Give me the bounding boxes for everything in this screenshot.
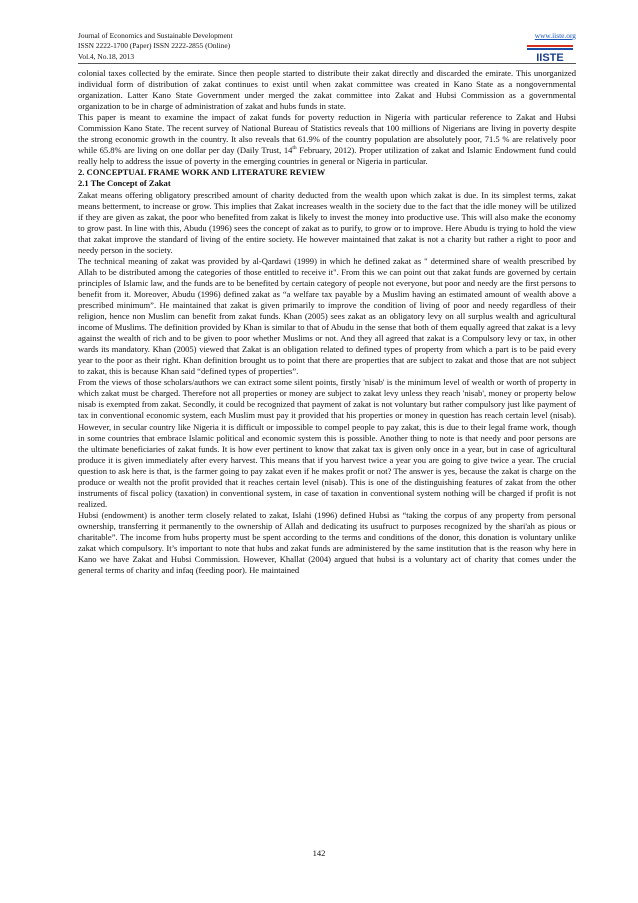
section-heading: 2. CONCEPTUAL FRAME WORK AND LITERATURE REVIEW — [78, 167, 326, 178]
journal-header — [78, 31, 576, 62]
iiste-logo-icon — [524, 42, 576, 64]
issn-line: ISSN 2222-1700 (Paper) ISSN 2222-2855 (Online) — [78, 41, 231, 51]
header-divider — [78, 63, 576, 64]
volume-line: Vol.4, No.18, 2013 — [78, 51, 135, 61]
journal-title: Journal of Economics and Sustainable Development — [78, 31, 233, 40]
article-body — [78, 68, 576, 576]
intro-paragraph-2: This paper is meant to examine the impact of zakat funds for poverty reduction in Nigeria with particular reference to Zakat and Hubsi Commission Kano State. The recent survey of National Bureau of Statistics reveals that 100 millions of Nigerians are living in poverty despite the strong economic growth in the country. It also reveals that 61.9% of the country population are absolutely poor, 71.5 % are relatively poor while 65.8% are living on one dollar per day (Daily Trust, 14th February, 2012). Proper utilization of zakat and Islamic Endowment fund could really help to address the issue of poverty in the emerging countries in general or Nigeria in particular. — [78, 112, 576, 167]
page-number: 142 — [312, 848, 326, 858]
body-paragraph: Zakat means offering obligatory prescribed amount of charity deducted from the wealth upon which zakat is due. In its simplest terms, zakat means betterment, to increase or grow. This implies that Zakat increases wealth in the society due to the fact that the idle money will be utilized if they are given as zakat, the poor who benefited from zakat is likely to invest the money into productive use. This will also make the economy to grow past. In line with this, Abudu (1996) sees the concept of zakat as to purify, to grow or to improve. Here Abudu is trying to hold the view that zakat improve the standard of living of the entire society. He however maintained that zakat is not a charity but rather a right to poor and needy person in the society. — [78, 189, 576, 255]
body-paragraph: From the views of those scholars/authors we can extract some silent points, firstly 'nisab' is the minimum level of wealth or worth of property in which zakat must be charged. Therefore not all properties or money are subject to zakat levy unless they reach 'nisab', money or property below nisab is exempted from zakat. Secondly, it could be recognized that payment of zakat is not voluntary but rather compulsory just like payment of tax in conventional economic system, each Muslim must pay it provided that his properties or money in question has reach certain level (nisab). However, in secular country like Nigeria it is difficult or impossible to compel people to pay zakat, this is due to their legal frame work, though in some countries that embrace Islamic political and economic system this is possible. Another thing to note is that needy and poor persons are the ultimate beneficiaries of zakat funds. It is how ever pertinent to know that zakat tax is given only once in a year, but in case of agricultural produce it is given immediately after every harvest. This means that if you harvest twice a year you are going to give twice a year. The crucial question to ask here is that, is the farmer going to pay zakat even if he makes profit or not? The answer is yes, because the zakat is charge on the produce or wealth not the profit provided that it reaches certain level (nisab). This is one of the distinguishing features of zakat from the other instruments of fiscal policy (taxation) in conventional system, in case of taxation in conventional system nothing will be charged if profit is not realized. — [78, 377, 576, 509]
journal-url-link[interactable]: www.iiste.org — [534, 31, 576, 40]
intro-paragraph-1: colonial taxes collected by the emirate. Since then people started to distribute their zakat directly and discarded the emirate. This unorganized individual form of distribution of zakat continues to exist until when zakat committee was created in Kano State as a nongovernmental organization. Latter Kano State Government under merged the zakat committee into Zakat and Hubsi Commission as a governmental organization to be in charge of administration of zakat and hubs funds in state. — [78, 68, 576, 112]
subsection-heading: 2.1 The Concept of Zakat — [78, 178, 171, 189]
body-paragraph: Hubsi (endowment) is another term closely related to zakat, Islahi (1996) defined Hubsi as “taking the corpus of any property from personal ownership, transferring it permanently to the ownership of Allah and dedicating its usufruct to purposes recognized by the shari'ah as pious or charitable”. The income from hubs property must be spent according to the terms and conditions of the donor, this donation is voluntary unlike zakat which compulsory. It’s important to note that hubs and zakat funds are administered by the same institution that is the reason why here in Kano we have Zakat and Hubsi Commission. However, Khallat (2004) argued that hubsi is a voluntary act of charity that comes under the general terms of charity and infaq (feeding poor). He maintained — [78, 509, 576, 576]
logo-lettering: IISTE — [536, 52, 564, 64]
body-paragraph: The technical meaning of zakat was provided by al-Qardawi (1999) in which he defined zakat as " determined share of wealth prescribed by Allah to be distributed among the categories of those entitled to receive it". From this we can point out that zakat funds are governed by certain principles of Islamic law, and the funds are to be benefited by certain category of people not everyone, but poor and needy are the first persons to benefit from it. Moreover, Abudu (1996) defined zakat as “a welfare tax payable by a Muslim having an estimated amount of wealth above a prescribed minimum”. He maintained that zakat is given primarily to improve the condition of living of poor and needy regardless of their religion, hence non Muslim can benefit from zakat funds. Khan (2005) sees zakat as an obligatory levy on all surplus wealth and agricultural income of Muslims. The definition provided by Khan is similar to that of Abudu in the sense that both of them equally agreed that zakat is a levy against the wealth of rich and to be given to poor whether Muslims or not. And they all agreed that zakat is a Compulsory levy or tax, in other wards its mandatory. Khan (2005) viewed that Zakat is an obligation related to defined types of property from which a part is to be paid every year to the poor as their right. Khan definition brought us to point that there are properties that are subject to zakat and those that are not subject to zakat, this is because Khan said “defined types of properties”. — [78, 255, 576, 377]
